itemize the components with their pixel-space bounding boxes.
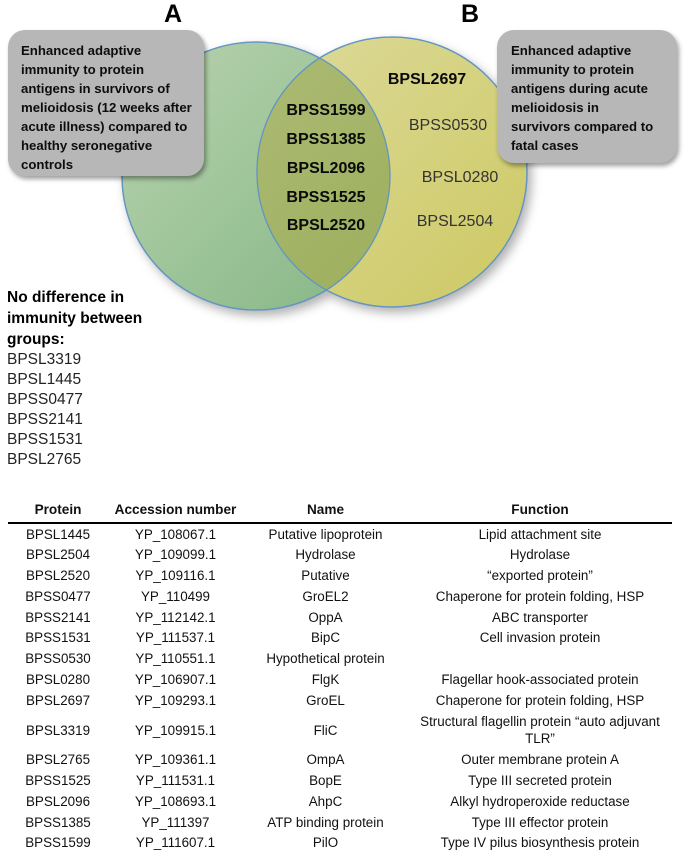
table-cell: Hydrolase	[295, 547, 356, 563]
table-cell: BPSL0280	[25, 672, 91, 688]
table-cell: AhpC	[308, 793, 343, 809]
table-cell: BopE	[309, 773, 342, 789]
table-row	[8, 711, 672, 750]
table-cell: YP_111397	[141, 814, 210, 830]
protein-table-wrap	[8, 499, 672, 854]
table-cell: YP_111537.1	[135, 630, 216, 646]
table-row	[8, 750, 672, 771]
table-row	[8, 545, 672, 566]
table-row	[8, 523, 672, 545]
table-header-row	[8, 499, 672, 523]
table-row	[8, 607, 672, 628]
table-cell: BPSS0530	[25, 651, 91, 667]
callout-survivors-vs-controls	[8, 30, 204, 176]
table-cell: Chaperone for protein folding, HSP	[435, 692, 645, 708]
table-cell: Putative lipoprotein	[268, 526, 383, 542]
table-cell: BPSS1525	[25, 773, 91, 789]
venn-right-only-item: BPSL2504	[416, 213, 494, 230]
table-cell: OppA	[308, 609, 343, 625]
venn-right-bold-item: BPSL2697	[387, 71, 467, 88]
table-cell: Putative	[301, 568, 350, 584]
table-cell: YP_110551.1	[135, 651, 216, 667]
table-cell: YP_106907.1	[134, 672, 217, 688]
table-cell: Flagellar hook-associated protein	[441, 672, 639, 688]
table-row	[8, 566, 672, 587]
no-difference-item: BPSL3319	[7, 351, 82, 368]
table-cell: Type IV pilus biosynthesis protein	[440, 835, 640, 851]
table-cell: PilO	[312, 835, 339, 851]
venn-right-only-item: BPSS0530	[408, 117, 488, 134]
table-row	[8, 628, 672, 649]
table-row	[8, 791, 672, 812]
table-cell: Type III secreted protein	[468, 773, 612, 789]
table-cell: Type III effector protein	[471, 814, 609, 830]
protein-table	[8, 499, 672, 854]
column-header-name: Name	[243, 499, 408, 523]
table-row	[8, 690, 672, 711]
table-cell: BPSL2520	[25, 568, 91, 584]
table-cell: BPSL3319	[25, 722, 91, 738]
table-cell: BPSL2096	[25, 793, 91, 809]
no-difference-items	[7, 350, 177, 470]
column-header-accession: Accession number	[108, 499, 243, 523]
table-cell: BipC	[310, 630, 341, 646]
table-cell: Hypothetical protein	[266, 651, 385, 667]
table-cell: BPSS1385	[25, 814, 91, 830]
table-cell: Structural flagellin protein “auto adjuvant TLR”	[420, 713, 660, 747]
venn-overlap-item: BPSL2520	[286, 217, 366, 234]
table-cell: BPSL1445	[25, 526, 91, 542]
table-row	[8, 586, 672, 607]
table-cell: YP_111531.1	[135, 773, 216, 789]
table-cell: Hydrolase	[509, 547, 571, 563]
table-cell: BPSS0477	[25, 588, 91, 604]
venn-overlap-item: BPSS1525	[286, 189, 366, 206]
table-cell: YP_109293.1	[134, 692, 217, 708]
no-difference-item: BPSS2141	[7, 411, 83, 428]
venn-right-only-item: BPSL0280	[421, 169, 499, 186]
table-row	[8, 812, 672, 833]
table-cell: YP_109099.1	[134, 547, 217, 563]
table-cell: YP_111607.1	[135, 835, 216, 851]
callout-left-text: Enhanced adaptive immunity to protein antigens in survivors of melioidosis (12 weeks after acute illness) compared to healthy seronegative controls	[21, 43, 192, 172]
table-cell: Chaperone for protein folding, HSP	[435, 588, 645, 604]
table-cell: Outer membrane protein A	[461, 752, 619, 768]
venn-overlap-item: BPSS1599	[286, 102, 366, 119]
table-cell: BPSS2141	[25, 609, 91, 625]
table-cell: YP_112142.1	[135, 609, 216, 625]
table-cell: YP_109361.1	[134, 752, 217, 768]
no-difference-block	[7, 287, 177, 470]
venn-overlap-item: BPSS1385	[286, 131, 366, 148]
venn-overlap-item: BPSL2096	[286, 160, 366, 177]
table-cell: YP_108067.1	[134, 526, 217, 542]
table-cell: Lipid attachment site	[478, 526, 602, 542]
table-cell	[408, 649, 672, 670]
table-cell: BPSL2765	[25, 752, 91, 768]
table-cell: Cell invasion protein	[479, 630, 601, 646]
table-cell: FlgK	[311, 672, 340, 688]
panel-a-label: A	[164, 0, 183, 28]
table-cell: “exported protein”	[487, 568, 593, 584]
table-cell: YP_109116.1	[135, 568, 216, 584]
table-row	[8, 670, 672, 691]
table-cell: GroEL2	[302, 588, 349, 604]
callout-right-text: Enhanced adaptive immunity to protein antigens during acute melioidosis in survivors compared to fatal cases	[511, 43, 654, 153]
table-cell: Alkyl hydroperoxide reductase	[450, 793, 630, 809]
table-cell: BPSS1599	[25, 835, 91, 851]
column-header-function: Function	[408, 499, 672, 523]
table-cell: ATP binding protein	[267, 814, 384, 830]
table-cell: BPSL2697	[25, 692, 91, 708]
column-header-protein: Protein	[8, 499, 108, 523]
callout-acute-vs-fatal	[497, 30, 677, 163]
table-row	[8, 649, 672, 670]
table-cell: YP_108693.1	[134, 793, 217, 809]
no-difference-item: BPSS0477	[7, 391, 83, 408]
table-cell: YP_109915.1	[134, 722, 217, 738]
table-cell: OmpA	[306, 752, 345, 768]
table-cell: ABC transporter	[491, 609, 588, 625]
no-difference-item: BPSS1531	[7, 431, 83, 448]
table-cell: YP_110499	[141, 588, 210, 604]
no-difference-item: BPSL2765	[7, 451, 82, 468]
table-cell: FliC	[313, 722, 338, 738]
panel-b-label: B	[461, 0, 480, 28]
table-cell: BPSS1531	[25, 630, 91, 646]
table-cell: BPSL2504	[25, 547, 91, 563]
table-cell: GroEL	[306, 692, 345, 708]
table-row	[8, 771, 672, 792]
no-difference-heading: No difference in immunity between groups:	[7, 289, 143, 348]
no-difference-item: BPSL1445	[7, 371, 82, 388]
table-row	[8, 833, 672, 854]
